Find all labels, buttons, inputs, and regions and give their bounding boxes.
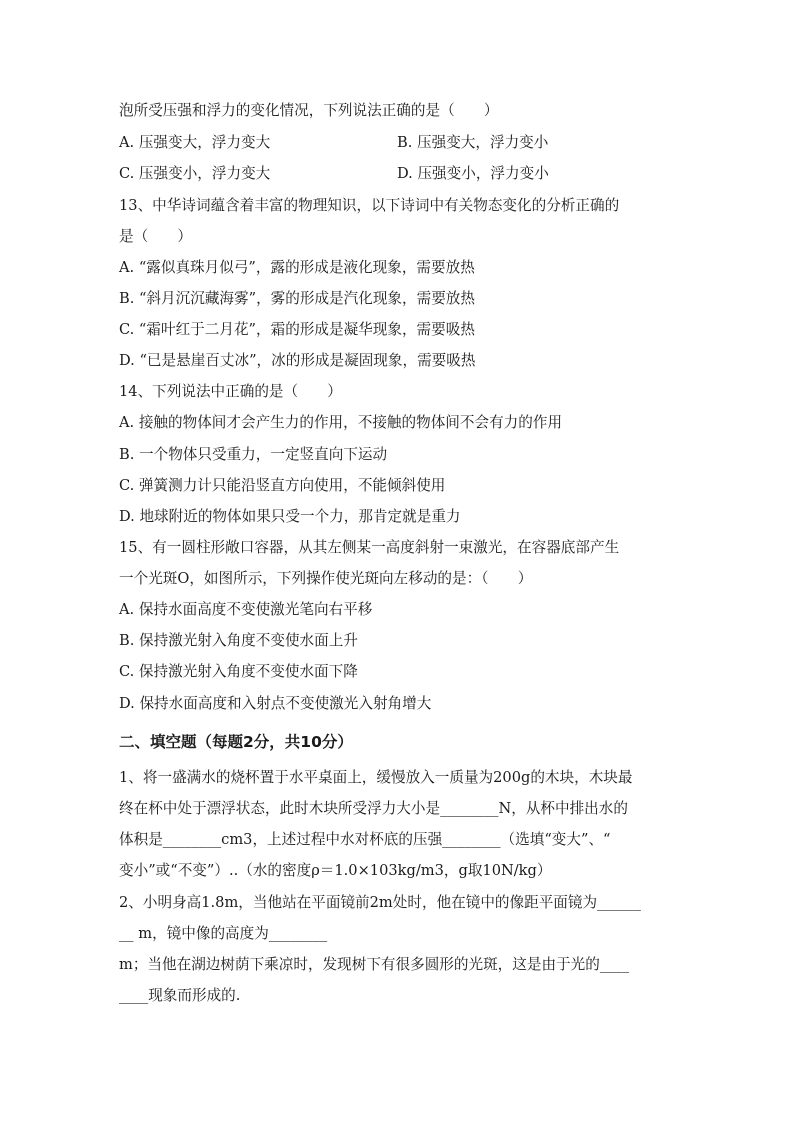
q15-option-d: D. 保持水面高度和入射点不变使激光入射角增大 xyxy=(119,695,432,712)
q14-option-b: B. 一个物体只受重力，一定竖直向下运动 xyxy=(119,446,388,463)
q12-option-c: C. 压强变小，浮力变大 xyxy=(119,165,271,182)
q14-option-c: C. 弹簧测力计只能沿竖直方向使用，不能倾斜使用 xyxy=(119,477,446,494)
fill1-line4: 变小”或“不变”）..（水的密度ρ＝1.0×103kg/m3，g取10N/kg） xyxy=(119,862,552,879)
q15-option-a: A. 保持水面高度不变使激光笔向右平移 xyxy=(119,601,373,618)
q13-option-c: C. “霜叶红于二月花”，霜的形成是凝华现象，需要吸热 xyxy=(119,321,475,338)
q15-stem-line2: 一个光斑O，如图所示，下列操作使光斑向左移动的是：（ ） xyxy=(119,570,533,587)
fill2-line3: m；当他在湖边树荫下乘凉时，发现树下有很多圆形的光斑，这是由于光的____ xyxy=(119,956,630,973)
q12-option-d: D. 压强变小，浮力变小 xyxy=(397,165,549,182)
fill2-line4: ____现象而形成的. xyxy=(119,987,241,1004)
fill1-line3: 体积是________cm3，上述过程中水对杯底的压强________（选填“变大”、“ xyxy=(119,831,611,848)
q13-stem-line2: 是（ ） xyxy=(119,228,192,245)
q14-stem: 14、下列说法中正确的是（ ） xyxy=(119,383,342,400)
fill2-line1: 2、小明身高1.8m，当他站在平面镜前2m处时，他在镜中的像距平面镜为______ xyxy=(119,894,641,911)
fill1-line1: 1、将一盛满水的烧杯置于水平桌面上，缓慢放入一质量为200g的木块，木块最 xyxy=(119,769,633,786)
q14-option-d: D. 地球附近的物体如果只受一个力，那肯定就是重力 xyxy=(119,508,461,525)
q12-option-b: B. 压强变大，浮力变小 xyxy=(397,134,549,151)
q13-option-d: D. “已是悬崖百丈冰”，冰的形成是凝固现象，需要吸热 xyxy=(119,352,476,369)
q14-option-a: A. 接触的物体间才会产生力的作用，不接触的物体间不会有力的作用 xyxy=(119,414,563,431)
q13-option-a: A. “露似真珠月似弓”，露的形成是液化现象，需要放热 xyxy=(119,259,475,276)
q13-option-b: B. “斜月沉沉藏海雾”，雾的形成是汽化现象，需要放热 xyxy=(119,290,475,307)
q15-option-c: C. 保持激光射入角度不变使水面下降 xyxy=(119,663,358,680)
section-heading: 二、填空题（每题2分，共10分） xyxy=(119,733,353,751)
q12-stem: 泡所受压强和浮力的变化情况，下列说法正确的是（ ） xyxy=(119,102,499,119)
q13-stem-line1: 13、中华诗词蕴含着丰富的物理知识，以下诗词中有关物态变化的分析正确的 xyxy=(119,197,620,214)
q12-option-a: A. 压强变大，浮力变大 xyxy=(119,134,271,151)
fill2-line2: __ m，镜中像的高度为________ xyxy=(119,925,328,942)
fill1-line2: 终在杯中处于漂浮状态，此时木块所受浮力大小是________N，从杯中排出水的 xyxy=(119,800,628,817)
q15-option-b: B. 保持激光射入角度不变使水面上升 xyxy=(119,632,358,649)
q15-stem-line1: 15、有一圆柱形敞口容器，从其左侧某一高度斜射一束激光，在容器底部产生 xyxy=(119,539,620,556)
